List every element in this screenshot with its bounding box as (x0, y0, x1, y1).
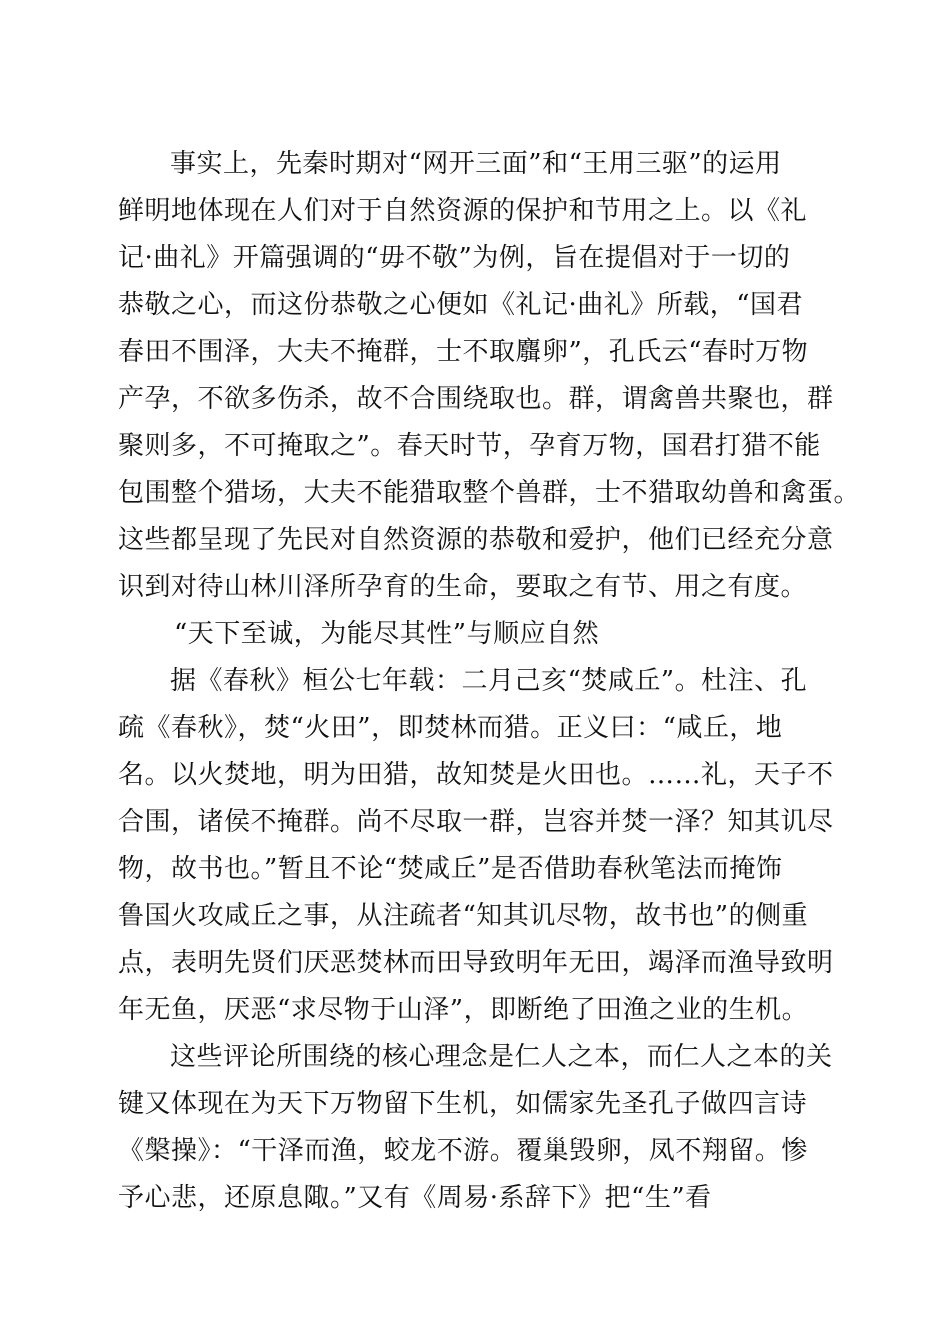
paragraph-line: 春田不围泽，大夫不掩群，士不取麛卵”，孔氏云“春时万物 (118, 337, 809, 367)
paragraph-line: 《槃操》：“干泽而渔，蛟龙不游。覆巢毁卵，凤不翔留。惨 (118, 1136, 808, 1166)
paragraph-line: 鲜明地体现在人们对于自然资源的保护和节用之上。以《礼 (118, 196, 808, 226)
paragraph-line: 这些都呈现了先民对自然资源的恭敬和爱护，他们已经充分意 (118, 525, 834, 555)
paragraph-line: 包围整个猎场，大夫不能猎取整个兽群，士不猎取幼兽和禽蛋。 (118, 478, 861, 508)
paragraph-line: 事实上，先秦时期对“网开三面”和“王用三驱”的运用 (170, 149, 782, 179)
paragraph-line: 恭敬之心，而这份恭敬之心便如《礼记·曲礼》所载，“国君 (118, 290, 804, 320)
paragraph-line: 聚则多，不可掩取之”。春天时节，孕育万物，国君打猎不能 (118, 431, 821, 461)
paragraph-line: 记·曲礼》开篇强调的“毋不敬”为例，旨在提倡对于一切的 (118, 243, 791, 273)
paragraph-line: 疏《春秋》，焚“火田”，即焚林而猎。正义曰：“咸丘，地 (118, 713, 783, 743)
paragraph-line: 鲁国火攻咸丘之事，从注疏者“知其讥尽物，故书也”的侧重 (118, 901, 809, 931)
paragraph-line: 物，故书也。”暂且不论“焚咸丘”是否借助春秋笔法而掩饰 (118, 854, 783, 884)
paragraph-line: 合围，诸侯不掩群。尚不尽取一群，岂容并焚一泽？知其讥尽 (118, 807, 834, 837)
paragraph-line: 年无鱼，厌恶“求尽物于山泽”，即断绝了田渔之业的生机。 (118, 995, 809, 1025)
paragraph-line: 识到对待山林川泽所孕育的生命，要取之有节、用之有度。 (118, 572, 808, 602)
paragraph-line: 点，表明先贤们厌恶焚林而田导致明年无田，竭泽而渔导致明 (118, 948, 834, 978)
paragraph-line: 予心悲，还原息陬。”又有《周易·系辞下》把“生”看 (118, 1183, 712, 1213)
section-heading: “天下至诚，为能尽其性”与顺应自然 (174, 619, 600, 649)
paragraph-line: 名。以火焚地，明为田猎，故知焚是火田也。……礼，天子不 (118, 760, 834, 790)
paragraph-line: 键又体现在为天下万物留下生机，如儒家先圣孔子做四言诗 (118, 1089, 808, 1119)
paragraph-line: 这些评论所围绕的核心理念是仁人之本，而仁人之本的关 (170, 1042, 833, 1072)
paragraph-line: 产孕，不欲多伤杀，故不合围绕取也。群，谓禽兽共聚也，群 (118, 384, 834, 414)
body-text (118, 141, 861, 1222)
paragraph-line: 据《春秋》桓公七年载：二月己亥“焚咸丘”。杜注、孔 (170, 666, 808, 696)
